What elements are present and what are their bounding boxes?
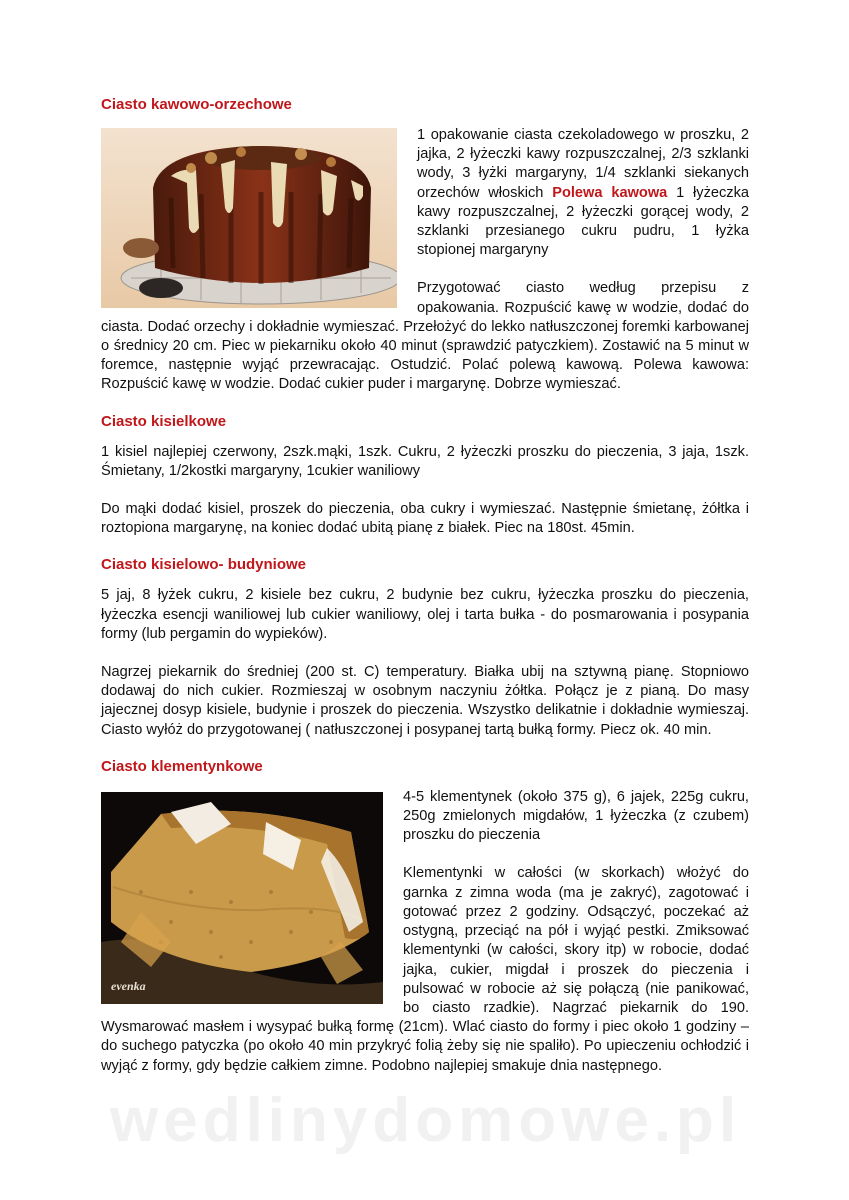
recipe-kisielkowe bbox=[101, 413, 749, 539]
ingredients-part: 1 opakowanie ciasta czekoladowego w proszku, 2 jajka, 2 łyżeczki kawy rozpuszczalnej, 2/3 szklanki wody, 3 łyżki margaryny, 1/4 szklanki siekanych orzechów włoskich bbox=[417, 127, 749, 201]
recipe-title: Ciasto klementynkowe bbox=[101, 757, 263, 775]
recipe-page bbox=[101, 96, 749, 1094]
recipe-klementynkowe bbox=[101, 758, 749, 1076]
ingredients-text: 1 kisiel najlepiej czerwony, 2szk.mąki, 1szk. Cukru, 2 łyżeczki proszku do pieczenia, 3 jaja, 1szk. Śmietany, 1/2kostki margaryny, 1cukier waniliowy bbox=[101, 443, 749, 479]
glaze-heading: Polewa kawowa bbox=[552, 184, 668, 201]
recipe-title: Ciasto kisielowo- budyniowe bbox=[101, 556, 307, 574]
method-text: Przygotować ciasto według przepisu z opakowania. Rozpuścić kawę w wodzie, dodać do ciasta. Dodać orzechy i dokładnie wymieszać. Przełożyć do lekko natłuszczonej foremki karbowanej o średnicy 20 cm. Piec w piekarniku około 40 minut (sprawdzić patyczkiem). Zostawić na 5 minut w foremce, następnie wyjąć przewracając. Ostudzić. Polać polewą kawową. Polewa kawowa: Rozpuścić kawę w wodzie. Dodać cukier puder i margarynę. Dobrze wymieszać. bbox=[101, 280, 749, 393]
method-text: Nagrzej piekarnik do średniej (200 st. C) temperatury. Białka ubij na sztywną pianę. Stopniowo dodawaj do nich cukier. Rozmieszaj w osobnym naczyniu żółtka. Połącz je z pianą. Do masy jajecznej dosyp kisiele, budynie i proszek do pieczenia. Wszystko delikatnie i dokładnie wymieszaj. Ciasto wyłóż do przygotowanej ( natłuszczonej i posypanej tartą bułką formy. Piecz ok. 40 min. bbox=[101, 664, 749, 738]
ingredients-text: 5 jaj, 8 łyżek cukru, 2 kisiele bez cukru, 2 budynie bez cukru, łyżeczka proszku do pieczenia, łyżeczka esencji waniliowej lub cukier waniliowy, olej i tarta bułka - do posmarowania i posypania formy (lub pergamin do wypieków). bbox=[101, 587, 749, 642]
watermark: wedlinydomowe.pl bbox=[110, 1086, 742, 1155]
coffee-walnut-cake-photo bbox=[101, 128, 397, 308]
recipe-title: Ciasto kisielkowe bbox=[101, 412, 227, 430]
recipe-title: Ciasto kawowo-orzechowe bbox=[101, 96, 292, 113]
clementine-cake-photo bbox=[101, 792, 383, 1004]
recipe-kisielowo-budyniowe bbox=[101, 556, 749, 739]
recipe-kawowo-orzechowe bbox=[101, 96, 749, 395]
ingredients-text: 4-5 klementynek (około 375 g), 6 jajek, 225g cukru, 250g zmielonych migdałów, 1 łyżeczka (z czubem) proszku do pieczenia bbox=[403, 788, 749, 844]
method-text: Do mąki dodać kisiel, proszek do pieczenia, oba cukry i wymieszać. Następnie śmietanę, żółtka i roztopiona margarynę, na koniec dodać ubitą pianę z białek. Piec na 180st. 45min. bbox=[101, 501, 749, 537]
method-text: Klementynki w całości (w skorkach) włożyć do garnka z zimna woda (ma je zakryć), zagotować i gotować przez 2 godziny. Odsączyć, poczekać aż ostygną, przeciąć na pół i wyjąć pestki. Zmiksować klementynki (w całości, skory itp) w robocie, dodać jajka, cukier, migdał i proszek do pieczenia i pulsować w robocie aż się połączą (nie panikować, bo ciasto rzadkie). Nagrzać piekarnik do 190. Wysmarować masłem i wysypać bułką formę (21cm). Wlać ciasto do formy i piec około 1 godziny – do suchego patyczka (po około 40 min przykryć folią żeby się nie spaliło). Po upieczeniu ochłodzić i wyjąć z formy, gdy będzie całkiem zimne. Podobno najlepiej smakuje dnia następnego. bbox=[101, 865, 749, 1074]
photo-signature: evenka bbox=[111, 978, 146, 993]
glaze-ingredients: 1 łyżeczka kawy rozpuszczalnej, 2 łyżeczki gorącej wody, 2 szklanki przesianego cukru pudru, 1 łyżka stopionej margaryny bbox=[417, 184, 750, 259]
